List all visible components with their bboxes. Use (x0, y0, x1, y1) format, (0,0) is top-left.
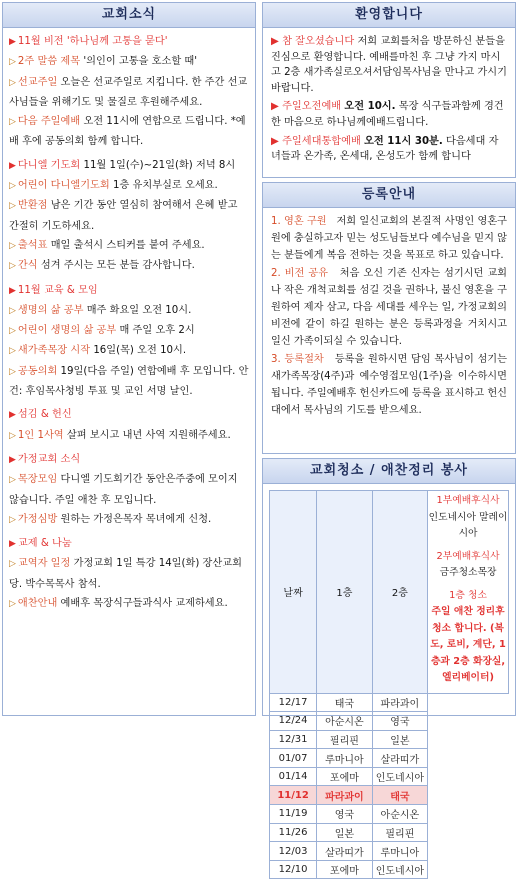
news-item-text: 매주 화요일 오전 10시. (86, 304, 192, 316)
triangle-bullet-icon: ▶ (9, 285, 16, 296)
table-cell: 12/10 (270, 860, 317, 879)
welcome-item-label: 주일세대통합예배 (282, 135, 361, 147)
table-cell: 포에마 (317, 767, 372, 786)
welcome-panel (262, 2, 516, 178)
duty-side-label: 1층 청소 (449, 589, 487, 601)
register-paragraph-label: 3. 등록절차 (271, 354, 324, 366)
duty-side-block (428, 549, 508, 582)
hollow-triangle-icon: ▷ (9, 346, 16, 357)
table-row (270, 860, 509, 879)
news-item-text: 매일 출석시 스티커를 붙여 주세요. (50, 239, 205, 251)
table-cell: 01/14 (270, 767, 317, 786)
news-item-label: 교역자 일정 (17, 558, 71, 570)
news-item-label: 간식 (17, 260, 38, 272)
news-section-label: 다니엘 기도회 (17, 159, 81, 171)
register-paragraph-text: 처음 오신 기존 신자는 섬기시던 교회나 작은 개척교회를 섬길 것을 권하나, 불신 영혼을 구원하여 제자 삼고, 다음 세대를 세우는 일, 가정교회의 비전에 같이 하길 원하는 분은 등록과정을 거치시고 일신 가족이되실 수 있습니다. (271, 268, 508, 347)
table-cell: 영국 (372, 712, 427, 731)
news-item-text: 19일(다음 주일) 연합예배 후 모입니다. 안건: 후임목사청빙 투표 및 교인 서명 날인. (9, 365, 249, 398)
register-paragraph (271, 352, 507, 419)
news-section-title (9, 281, 249, 301)
table-row (270, 693, 509, 712)
news-item (9, 341, 249, 361)
news-item-text: 오전 11시에 연합으로 드립니다. *예배 후에 공동의회 함께 합니다. (9, 116, 246, 148)
news-section (9, 32, 249, 152)
news-item-label: 목장모임 (17, 474, 58, 486)
table-cell: 루마니아 (372, 842, 427, 861)
duty-side-block (428, 588, 508, 687)
hollow-triangle-icon: ▷ (9, 599, 16, 610)
hollow-triangle-icon: ▷ (9, 57, 16, 68)
duty-side-notes (428, 491, 509, 694)
welcome-item-label: 참 잘오셨습니다 (282, 36, 355, 47)
register-paragraph-label: 1. 영혼 구원 (271, 216, 327, 227)
news-section-title (9, 534, 249, 554)
table-cell: 살라띠가 (317, 842, 372, 861)
duty-title: 교회청소 / 애찬정리 봉사 (263, 459, 515, 484)
register-body (263, 208, 515, 428)
news-item (9, 112, 249, 152)
news-item-text: 남은 기간 동안 열심히 참여해서 은혜 받고 간절히 기도하세요. (9, 200, 238, 232)
news-item-label: 선교주일 (17, 76, 58, 88)
register-paragraph-text: 저희 일신교회의 본질적 사명인 영혼구원에 충실하고자 믿는 성도님들보다 예수님을 믿지 않는 분들에게 복음 전하는 것을 목표로 하고 있습니다. (271, 216, 508, 261)
news-section (9, 450, 249, 530)
table-cell: 12/31 (270, 730, 317, 749)
triangle-bullet-icon: ▶ (9, 539, 16, 550)
table-cell: 필리핀 (372, 823, 427, 842)
news-item (9, 73, 249, 113)
news-item-text: 살펴 보시고 내년 사역 지원해주세요. (66, 429, 231, 441)
news-item-text: '의인이 고통을 호소할 때' (83, 56, 198, 68)
news-section-title (9, 450, 249, 470)
duty-header-date: 날짜 (270, 491, 317, 694)
news-item (9, 256, 249, 276)
news-item (9, 510, 249, 530)
news-item-label: 공동의회 (17, 365, 58, 377)
news-item-text: 다니엘 기도회기간 동안은주중에 모이지 않습니다. 주일 애찬 후 모입니다. (9, 474, 238, 506)
news-section (9, 534, 249, 614)
duty-side-label: 1부예배후식사 (436, 495, 500, 506)
news-item-label: 어린이 생명의 삶 공부 (17, 325, 117, 337)
duty-side-block (428, 493, 508, 543)
news-item-label: 가정심방 (17, 513, 58, 525)
duty-header-floor1: 1층 (317, 491, 372, 694)
news-item-label: 반환점 (17, 200, 48, 212)
hollow-triangle-icon: ▷ (9, 117, 16, 128)
news-item-label: 2주 말씀 제목 (17, 56, 81, 68)
table-cell: 살라띠가 (372, 749, 427, 768)
table-cell: 파라과이 (317, 786, 372, 805)
hollow-triangle-icon: ▷ (9, 475, 16, 486)
welcome-item (271, 134, 507, 165)
table-cell: 파라과이 (372, 693, 427, 712)
table-cell: 영국 (317, 805, 372, 824)
news-item-label: 어린이 다니엘기도회 (17, 180, 110, 192)
news-item-text: 16일(목) 오전 10시. (93, 345, 187, 357)
welcome-item-text: 목장 식구들과함께 경건한 마음으로 하나님께예배드립니다. (271, 101, 504, 128)
triangle-bullet-icon: ▶ (9, 160, 16, 171)
hollow-triangle-icon: ▷ (9, 366, 16, 377)
table-cell: 포에마 (317, 860, 372, 879)
welcome-title: 환영합니다 (263, 3, 515, 28)
hollow-triangle-icon: ▷ (9, 261, 16, 272)
table-row (270, 805, 509, 824)
table-cell: 인도네시아 (372, 860, 427, 879)
duty-side-text: 금주청소목장 (439, 567, 497, 578)
news-item-text: 매 주일 오후 2시 (119, 325, 195, 337)
news-item (9, 554, 249, 594)
hollow-triangle-icon: ▷ (9, 326, 16, 337)
table-row (270, 730, 509, 749)
welcome-item (271, 34, 507, 96)
hollow-triangle-icon: ▷ (9, 201, 16, 212)
news-item-text: 1층 유치부실로 오세요. (112, 180, 218, 192)
table-row (270, 786, 509, 805)
table-cell: 01/07 (270, 749, 317, 768)
news-item (9, 52, 249, 72)
table-row (270, 842, 509, 861)
register-paragraph-text: 등록을 원하시면 담임 목사님이 섬기는 새가족목장(4주)과 예수영접모임(1주)을 이수하시면 됩니다. 주일예배후 헌신카드에 등록을 표시하고 헌신대에서 목사님의 기도를 받으세요. (271, 354, 507, 416)
hollow-triangle-icon: ▷ (9, 514, 16, 525)
news-section (9, 156, 249, 277)
table-row (270, 749, 509, 768)
table-cell: 태국 (372, 786, 427, 805)
news-item (9, 196, 249, 236)
table-row (270, 767, 509, 786)
hollow-triangle-icon: ▷ (9, 430, 16, 441)
table-cell: 11/19 (270, 805, 317, 824)
welcome-item-text: 저희 교회를처음 방문하신 분들을 진심으로 환영합니다. 예배를마친 후 그냥 가지 마시고 2층 새가족실로오셔서담임목사님을 만나고 가시기 바랍니다. (271, 36, 507, 94)
table-cell: 11/12 (270, 786, 317, 805)
news-item (9, 426, 249, 446)
hollow-triangle-icon: ▷ (9, 240, 16, 251)
table-cell: 일본 (317, 823, 372, 842)
table-cell: 인도네시아 (372, 767, 427, 786)
news-section-label: 섬김 & 헌신 (17, 409, 72, 421)
news-item (9, 362, 249, 402)
news-section (9, 405, 249, 446)
church-news-body (3, 28, 255, 614)
triangle-bullet-icon: ▶ (9, 454, 16, 465)
news-item (9, 176, 249, 196)
duty-side-label: 2부예배후식사 (436, 550, 500, 562)
news-item-text: 섬겨 주시는 모든 분들 감사합니다. (40, 260, 195, 272)
register-title: 등록안내 (263, 183, 515, 208)
triangle-bullet-icon: ▶ (271, 101, 283, 113)
register-paragraph (271, 214, 507, 264)
news-section-title (9, 405, 249, 425)
duty-side-text: 주일 애찬 정리후 청소 합니다. (복도, 로비, 계단, 1층과 2층 화장실, 엘리베이터) (430, 606, 506, 683)
hollow-triangle-icon: ▷ (9, 77, 16, 88)
table-cell: 12/03 (270, 842, 317, 861)
table-row (270, 712, 509, 731)
news-section (9, 281, 249, 402)
news-item-label: 새가족목장 시작 (17, 345, 91, 357)
news-section-label: 11월 교육 & 모임 (17, 284, 98, 296)
news-item (9, 236, 249, 256)
news-item (9, 321, 249, 341)
news-item-label: 생명의 삶 공부 (17, 304, 84, 316)
table-cell: 루마니아 (317, 749, 372, 768)
triangle-bullet-icon: ▶ (271, 36, 283, 47)
news-item-label: 다음 주일예배 (17, 116, 81, 128)
welcome-item-text: 다음세대 자녀들과 온가족, 온세대, 온성도가 함께 합니다 (271, 135, 499, 163)
news-item-text: 가정교회 1일 특강 14일(화) 장산교회당. 박수목목사 참석. (9, 558, 242, 590)
table-cell: 아순시온 (372, 805, 427, 824)
news-item (9, 301, 249, 321)
table-cell: 12/17 (270, 693, 317, 712)
welcome-item-time: 오전 11시 30분. (364, 135, 443, 147)
hollow-triangle-icon: ▷ (9, 559, 16, 570)
table-cell: 12/24 (270, 712, 317, 731)
duty-header-floor2: 2층 (372, 491, 427, 694)
table-cell: 태국 (317, 693, 372, 712)
table-cell: 일본 (372, 730, 427, 749)
register-paragraph-label: 2. 비전 공유 (271, 268, 328, 280)
news-item-label: 1인 1사역 (17, 429, 64, 441)
news-section-label: 11월 비전 '하나님께 고통을 묻다' (17, 36, 168, 47)
welcome-body (263, 28, 515, 174)
triangle-bullet-icon: ▶ (9, 37, 16, 47)
news-item-label: 애찬안내 (17, 598, 58, 610)
hollow-triangle-icon: ▷ (9, 305, 16, 316)
table-cell: 아순시온 (317, 712, 372, 731)
news-section-title (9, 32, 249, 52)
news-item-label: 출석표 (17, 239, 48, 251)
news-section-label: 교제 & 나눔 (17, 538, 72, 550)
news-section-text: 11월 1일(수)~21일(화) 저녁 8시 (83, 159, 236, 171)
news-section-label: 가정교회 소식 (17, 453, 81, 465)
triangle-bullet-icon: ▶ (9, 410, 16, 421)
duty-side-text: 인도네시아 말레이시아 (428, 511, 508, 539)
table-cell: 11/26 (270, 823, 317, 842)
church-news-panel (2, 2, 256, 716)
news-section-title (9, 156, 249, 176)
triangle-bullet-icon: ▶ (271, 135, 283, 147)
news-item (9, 594, 249, 614)
duty-panel (262, 458, 516, 878)
register-panel (262, 182, 516, 454)
news-item-text: 예배후 목장식구들과식사 교제하세요. (60, 598, 228, 610)
hollow-triangle-icon: ▷ (9, 181, 16, 192)
welcome-item (271, 99, 507, 130)
news-item (9, 470, 249, 510)
news-item-text: 오늘은 선교주일로 지킵니다. 한 주간 선교사님들을 위해기도 및 물질로 후원해주세요. (9, 76, 248, 108)
church-news-title: 교회소식 (3, 3, 255, 28)
table-row (270, 823, 509, 842)
news-item-text: 원하는 가정은목자 목녀에게 신청. (60, 513, 212, 525)
table-cell: 필리핀 (317, 730, 372, 749)
welcome-item-label: 주일오전예배 (282, 101, 342, 113)
welcome-item-time: 오전 10시. (344, 101, 396, 113)
register-paragraph (271, 266, 507, 350)
duty-table (269, 490, 509, 879)
